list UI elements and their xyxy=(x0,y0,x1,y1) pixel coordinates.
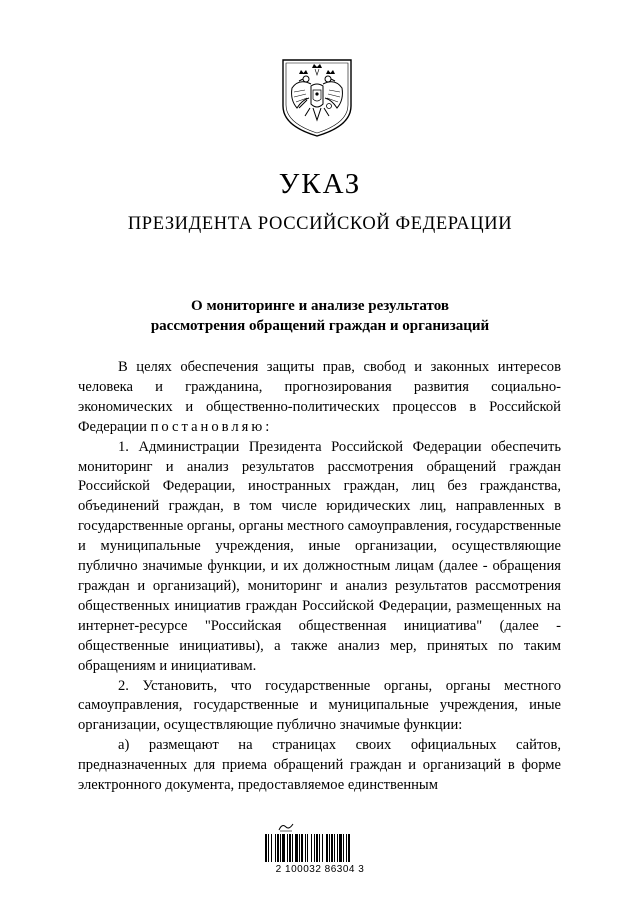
preamble-paragraph xyxy=(78,358,561,438)
coat-of-arms-emblem xyxy=(277,54,357,138)
barcode xyxy=(265,834,375,862)
barcode-bar xyxy=(271,834,272,862)
barcode-bar xyxy=(343,834,344,862)
barcode-bar xyxy=(326,834,328,862)
barcode-bar xyxy=(277,834,279,862)
preamble-text: В целях обеспечения защиты прав, свобод и законных интересов человека и гражданина, прогнозирования развития социально-экономических и общественно-политических процессов в Российской Федерации xyxy=(78,359,561,435)
barcode-bar xyxy=(287,834,288,862)
barcode-bar xyxy=(316,834,318,862)
paragraph-2a: а) размещают на страницах своих официальных сайтов, предназначенных для приема обращений граждан и организаций в форме электронного документа, предоставляемое единственным xyxy=(78,737,561,794)
barcode-bar xyxy=(311,834,312,862)
barcode-bar xyxy=(305,834,306,862)
barcode-bar xyxy=(282,834,285,862)
barcode-bar xyxy=(329,834,330,862)
barcode-bar xyxy=(334,834,335,862)
barcode-bar xyxy=(301,834,303,862)
barcode-bar xyxy=(339,834,342,862)
barcode-bar xyxy=(314,834,315,862)
barcode-number: 2 100032 86304 3 xyxy=(275,864,365,875)
decree-title: УКАЗ xyxy=(278,168,362,200)
barcode-bar xyxy=(319,834,320,862)
paragraph-1: 1. Администрации Президента Российской Федерации обеспечить мониторинг и анализ результатов рассмотрения обращений граждан Российской Федерации, иностранных граждан, лиц без гражданства, объединений граждан, в том числе юридических лиц, направленных в государственные органы, органы местного самоуправления, государственные и муниципальные учреждения, иные организации, осуществляющие публично значимые функции, и их должностным лицам (далее - обращения граждан и организаций), мониторинг и анализ результатов рассмотрения общественных инициатив граждан Российской Федерации, размещенных на интернет-ресурсе "Российская общественная инициатива" (далее - общественные инициативы), а также анализ мер, принятых по таким обращениям и инициативам. xyxy=(78,438,561,674)
heading-line-1: О мониторинге и анализе результатов xyxy=(191,298,449,314)
registration-mark-icon xyxy=(278,822,294,832)
barcode-bar xyxy=(275,834,276,862)
barcode-bar xyxy=(265,834,267,862)
barcode-bar xyxy=(307,834,308,862)
barcode-bar xyxy=(322,834,323,862)
barcode-bar xyxy=(289,834,291,862)
document-body xyxy=(78,358,561,796)
document-heading xyxy=(0,296,640,336)
barcode-bar xyxy=(346,834,347,862)
barcode-bar xyxy=(295,834,298,862)
barcode-bar xyxy=(299,834,300,862)
barcode-bar xyxy=(348,834,350,862)
barcode-bar xyxy=(268,834,269,862)
barcode-block xyxy=(262,822,382,892)
paragraph-2: 2. Установить, что государственные органы, органы местного самоуправления, государственные и муниципальные учреждения, иные организации, осуществляющие публично значимые функции: xyxy=(78,677,561,734)
barcode-bar xyxy=(337,834,338,862)
barcode-bar xyxy=(331,834,333,862)
heading-line-2: рассмотрения обращений граждан и организаций xyxy=(150,318,490,334)
barcode-bar xyxy=(280,834,281,862)
barcode-bar xyxy=(292,834,293,862)
decree-subtitle: ПРЕЗИДЕНТА РОССИЙСКОЙ ФЕДЕРАЦИИ xyxy=(127,214,513,234)
decree-word: постановляю: xyxy=(150,418,273,435)
